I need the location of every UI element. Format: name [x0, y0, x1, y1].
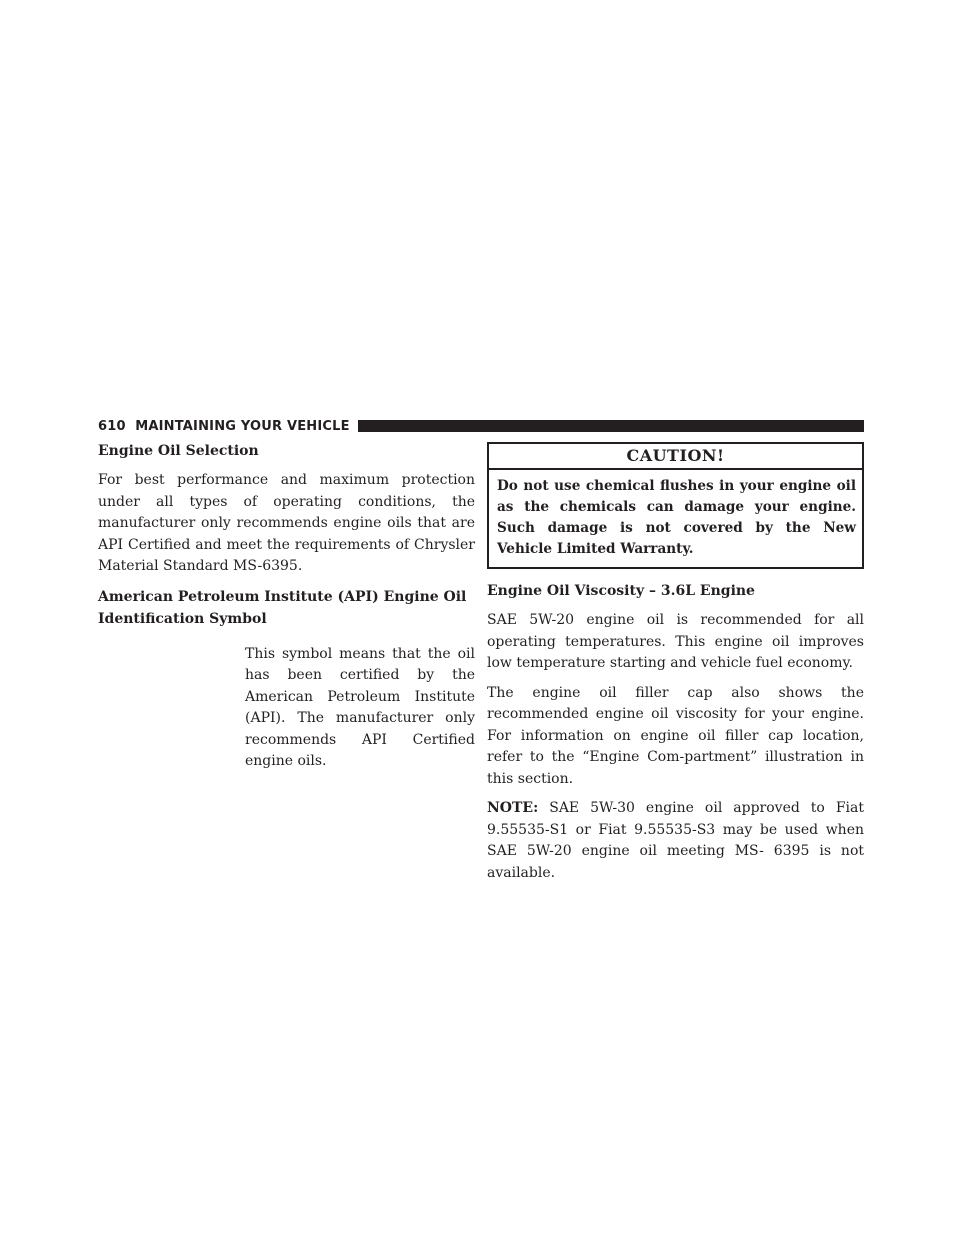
header-label [98, 419, 350, 434]
caution-body: Do not use chemical flushes in your engine oil as the chemicals can damage your engine. Such damage is not covered by the New Vehicle Limited Warranty. [497, 478, 856, 557]
left-column [98, 440, 475, 770]
caution-title: CAUTION! [489, 444, 862, 470]
heading-engine-oil-selection: Engine Oil Selection [98, 443, 259, 459]
page-header [98, 417, 864, 435]
paragraph-api-symbol: This symbol means that the oil has been certified by the American Petroleum Institute (API). The manufacturer only recommends API Certified engine oils. [245, 645, 475, 769]
heading-oil-viscosity: Engine Oil Viscosity – 3.6L Engine [487, 583, 755, 599]
heading-api-symbol-line1: American Petroleum Institute (API) Engine Oil [98, 588, 467, 605]
paragraph-oil-selection: For best performance and maximum protection under all types of operating conditions, the manufacturer only recommends engine oils that are API Certified and meet the requirements of Chrysler Material Standard MS-6395. [98, 472, 475, 574]
note-text: SAE 5W-30 engine oil approved to Fiat 9.55535-S1 or Fiat 9.55535-S3 may be used when SAE 5W-20 engine oil meeting MS- 6395 is not available. [487, 800, 864, 881]
api-symbol-image [98, 640, 228, 760]
caution-box [487, 442, 864, 569]
page-number: 610 [98, 418, 126, 434]
paragraph-viscosity-1: SAE 5W-20 engine oil is recommended for all operating temperatures. This engine oil improves low temperature starting and vehicle fuel economy. [487, 612, 864, 671]
heading-api-symbol-line2: Identification Symbol [98, 610, 267, 627]
api-symbol-block [98, 630, 475, 770]
header-rule [358, 420, 864, 432]
section-title: MAINTAINING YOUR VEHICLE [135, 418, 350, 434]
paragraph-note [487, 798, 864, 884]
paragraph-viscosity-2: The engine oil filler cap also shows the recommended engine oil viscosity for your engine. For information on engine oil filler cap location, refer to the “Engine Com-partment” illustration in this section. [487, 684, 864, 787]
note-label: NOTE: [487, 800, 539, 816]
right-column [487, 440, 864, 884]
